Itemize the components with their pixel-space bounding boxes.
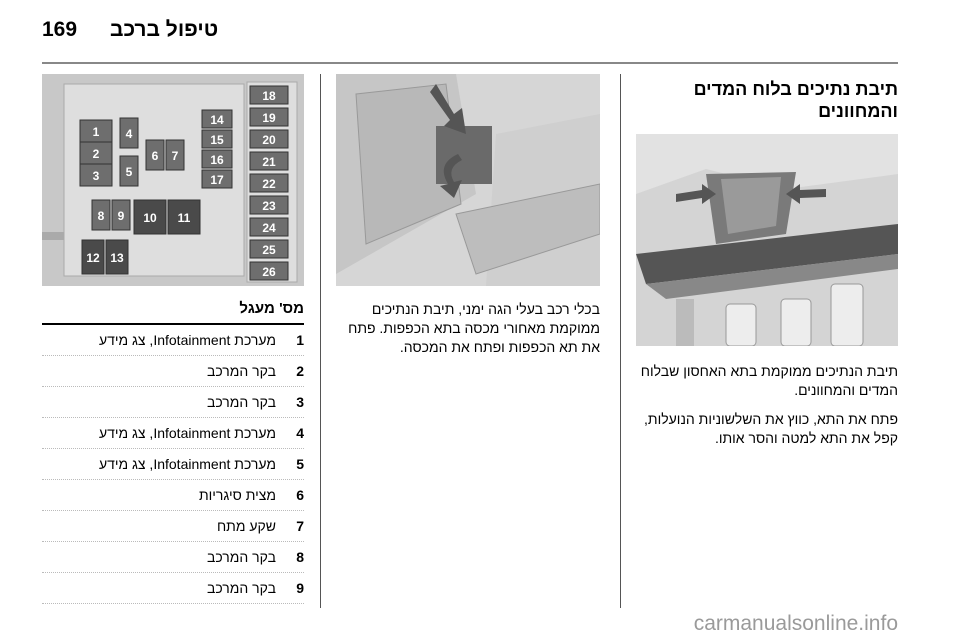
paragraph-1: תיבת הנתיכים ממוקמת בתא האחסון שבלוח המדים והמחוונים.: [640, 363, 898, 398]
fuse-23: [250, 196, 288, 214]
table-header-label: מס' מעגל: [239, 300, 304, 317]
fuse-circuit: שקע מתח: [216, 518, 276, 534]
fuse-circuit: מצית סיגריות: [198, 487, 276, 503]
header-title: טיפול ברכב: [110, 18, 219, 41]
fuse-7: [166, 140, 184, 170]
fuse-number: 9: [296, 580, 304, 596]
fuse-11: [168, 200, 200, 234]
fuse-number: 1: [296, 332, 304, 348]
fuse-15: [202, 130, 232, 148]
table-header: [42, 300, 304, 325]
fuse-circuit: בקר המרכב: [207, 363, 276, 379]
fusebox-layout: [42, 74, 304, 286]
fuse-label: 2: [92, 147, 100, 161]
column-divider-left: [320, 74, 321, 608]
fuse-circuit: בקר המרכב: [207, 549, 276, 565]
fuse-table: [42, 325, 304, 604]
fuse-24: [250, 218, 288, 236]
fuse-label: 16: [210, 153, 224, 167]
fuse-22: [250, 174, 288, 192]
table-row: [42, 573, 304, 604]
fuse-number: 3: [296, 394, 304, 410]
fuse-16: [202, 150, 232, 168]
fuse-label: 11: [177, 211, 191, 225]
table-row: [42, 480, 304, 511]
fuse-2: [80, 142, 112, 164]
fuse-label: 19: [262, 111, 276, 125]
table-row: [42, 387, 304, 418]
fuse-label: 5: [125, 165, 133, 179]
fuse-label: 17: [210, 173, 224, 187]
fuse-number: 5: [296, 456, 304, 472]
fuse-6: [146, 140, 164, 170]
table-row: [42, 325, 304, 356]
fuse-label: 8: [97, 209, 105, 223]
fuse-label: 4: [125, 127, 133, 141]
fuse-number: 2: [296, 363, 304, 379]
fuse-10: [134, 200, 166, 234]
rhd-paragraph: בכלי רכב בעלי הגה ימני, תיבת הנתיכים ממוקמת מאחורי מכסה בתא הכפפות. פתח את תא הכפפות ופתח את המכסה.: [348, 301, 600, 355]
fuse-26: [250, 262, 288, 280]
middle-column: [336, 74, 600, 367]
fuse-1: [80, 120, 112, 142]
fuse-20: [250, 130, 288, 148]
fuse-14: [202, 110, 232, 128]
watermark: carmanualsonline.info: [693, 612, 898, 635]
fuse-label: 10: [143, 211, 157, 225]
fuse-8: [92, 200, 110, 230]
fuse-label: 24: [262, 221, 276, 235]
fuse-label: 6: [151, 149, 159, 163]
paragraph-2: פתח את התא, כווץ את השלשוניות הנועלות, קפל את התא למטה והסר אותו.: [644, 411, 898, 446]
column-divider-right: [620, 74, 621, 608]
fuse-18: [250, 86, 288, 104]
fuse-number: 4: [296, 425, 304, 441]
page-header: [0, 0, 960, 62]
fuse-label: 14: [210, 113, 224, 127]
fuse-3: [80, 164, 112, 186]
fuse-label: 15: [210, 133, 224, 147]
fuse-label: 26: [262, 265, 276, 279]
fuse-label: 23: [262, 199, 276, 213]
table-row: [42, 542, 304, 573]
fuse-label: 7: [171, 149, 179, 163]
fuse-number: 8: [296, 549, 304, 565]
table-row: [42, 356, 304, 387]
fuse-circuit: מערכת Infotainment, צג מידע: [98, 456, 276, 472]
header-divider: [42, 62, 898, 64]
fuse-circuit: מערכת Infotainment, צג מידע: [98, 332, 276, 348]
table-row: [42, 511, 304, 542]
fuse-circuit: בקר המרכב: [207, 580, 276, 596]
fuse-label: 12: [86, 251, 100, 265]
fuse-circuit: בקר המרכב: [207, 394, 276, 410]
fuse-label: 13: [110, 251, 124, 265]
fuse-13: [106, 240, 128, 274]
fuse-19: [250, 108, 288, 126]
glovebox-illustration: [636, 134, 898, 346]
fusebox-diagram: [42, 74, 304, 286]
fuse-9: [112, 200, 130, 230]
table-row: [42, 418, 304, 449]
section-title: תיבת נתיכים בלוח המדים והמחוונים: [693, 79, 898, 121]
fuse-4: [120, 118, 138, 148]
fuse-12: [82, 240, 104, 274]
fuse-label: 3: [92, 169, 100, 183]
fuse-label: 25: [262, 243, 276, 257]
page-number: 169: [42, 18, 78, 41]
fuse-circuit: מערכת Infotainment, צג מידע: [98, 425, 276, 441]
fuse-label: 9: [117, 209, 125, 223]
fuse-label: 18: [262, 89, 276, 103]
table-row: [42, 449, 304, 480]
fuse-number: 6: [296, 487, 304, 503]
fuse-5: [120, 156, 138, 186]
fuse-17: [202, 170, 232, 188]
fuse-label: 20: [262, 133, 276, 147]
fuse-label: 22: [262, 177, 276, 191]
fuse-label: 1: [92, 125, 100, 139]
fuse-label: 21: [262, 155, 276, 169]
fuse-25: [250, 240, 288, 258]
right-column: [636, 74, 898, 458]
fuse-number: 7: [296, 518, 304, 534]
glovebox-drawing: [636, 134, 898, 346]
left-column: [42, 74, 304, 604]
rhd-glovebox-illustration: [336, 74, 600, 286]
rhd-glovebox-drawing: [336, 74, 600, 286]
fuse-21: [250, 152, 288, 170]
